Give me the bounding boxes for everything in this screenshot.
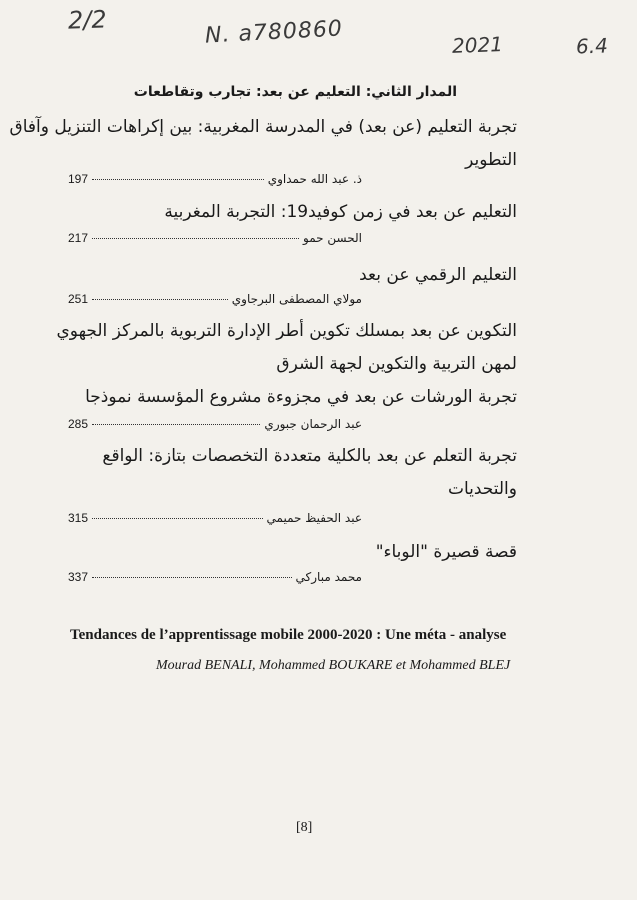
dot-leader — [92, 179, 264, 180]
entry-title-line: التعليم الرقمي عن بعد — [359, 265, 517, 285]
toc-author-line — [68, 292, 362, 306]
handwritten-fraction: 2/2 — [67, 5, 108, 35]
entry-title-line: لمهن التربية والتكوين لجهة الشرق — [276, 354, 517, 374]
toc-author-line — [68, 417, 362, 431]
toc-author-line — [68, 511, 362, 525]
page-number: 217 — [68, 231, 89, 245]
entry-title-line: قصة قصيرة "الوباء" — [375, 542, 517, 562]
dot-leader — [92, 577, 292, 578]
author-name: عبد الحفيظ حميمي — [266, 511, 362, 525]
dot-leader — [92, 238, 299, 239]
dot-leader — [92, 424, 260, 425]
page-number: 197 — [68, 172, 89, 186]
author-name: عبد الرحمان جبوري — [264, 417, 362, 431]
entry-title-line: تجربة الورشات عن بعد في مجزوءة مشروع المؤسسة نموذجا — [85, 387, 517, 407]
author-name: الحسن حمو — [303, 231, 362, 245]
page-number: 337 — [68, 570, 89, 584]
entry-title-line: والتحديات — [447, 479, 517, 499]
page-number: 315 — [68, 511, 89, 525]
entry-title-line: التعليم عن بعد في زمن كوفيد19: التجربة المغربية — [164, 202, 517, 222]
entry-title-line: تجربة التعلم عن بعد بالكلية متعددة التخصصات بتازة: الواقع — [102, 446, 517, 466]
page-number: 285 — [68, 417, 89, 431]
toc-author-line — [68, 172, 362, 186]
dot-leader — [92, 299, 228, 300]
handwritten-year: 2021 — [451, 32, 504, 58]
handwritten-reference: N. a780860 — [204, 16, 344, 49]
entry-title-line: تجربة التعليم (عن بعد) في المدرسة المغربية: بين إكراهات التنزيل وآفاق — [9, 117, 517, 137]
toc-author-line — [68, 570, 362, 584]
french-entry-title: Tendances de l’apprentissage mobile 2000-2020 : Une méta - analyse — [70, 627, 507, 643]
author-name: مولاي المصطفى البرجاوي — [231, 292, 362, 306]
page-number: 251 — [68, 292, 89, 306]
dot-leader — [92, 518, 263, 519]
author-name: ذ. عبد الله حمداوي — [267, 172, 362, 186]
section-title: المدار الثاني: التعليم عن بعد: تجارب وتقاطعات — [133, 84, 457, 100]
page-number-footer: [8] — [296, 820, 313, 835]
toc-author-line — [68, 231, 362, 245]
french-entry-authors: Mourad BENALI, Mohammed BOUKARE et Mohammed BLEJ — [156, 658, 511, 673]
entry-title-line: التطوير — [465, 150, 517, 170]
entry-title-line: التكوين عن بعد بمسلك تكوين أطر الإدارة التربوية بالمركز الجهوي — [56, 321, 517, 341]
handwritten-code: 6.4 — [575, 33, 609, 59]
author-name: محمد مباركي — [295, 570, 362, 584]
